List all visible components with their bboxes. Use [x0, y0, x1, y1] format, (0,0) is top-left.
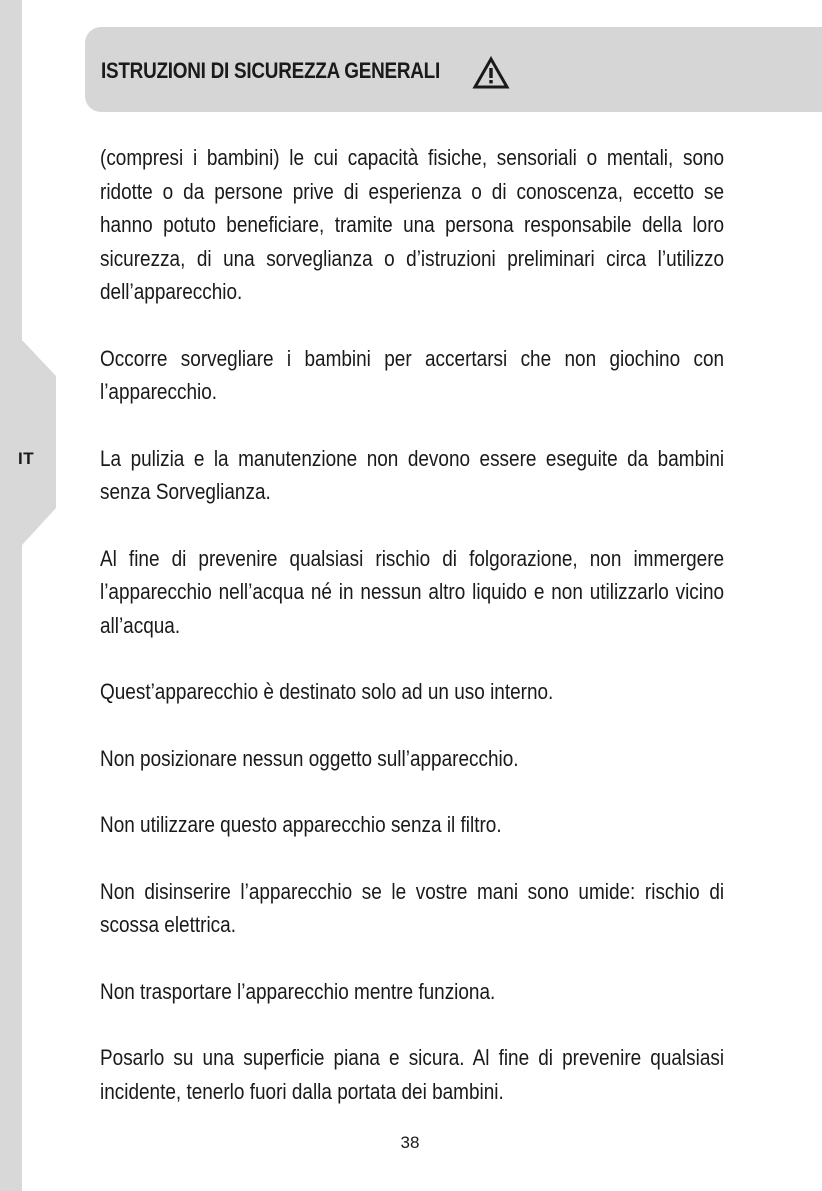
paragraph: Non posizionare nessun oggetto sull’apparecchio.: [100, 745, 519, 771]
paragraph: Occorre sorvegliare i bambini per accertarsi che non giochino con l’apparecchio.: [100, 345, 725, 404]
paragraph: (compresi i bambini) le cui capacità fisiche, sensoriali o mentali, sono ridotte o da persone prive di esperienza o di conoscenza, eccetto se hanno potuto beneficiare, tramite una persona responsabile della loro sicurezza, di una sorveglianza o d’istruzioni preliminari circa l’utilizzo dell’apparecchio.: [100, 145, 725, 304]
paragraph: Non trasportare l’apparecchio mentre funziona.: [100, 978, 496, 1004]
paragraph: Al fine di prevenire qualsiasi rischio di folgorazione, non immergere l’apparecchio nell’acqua né in nessun altro liquido e non utilizzarlo vicino all’acqua.: [100, 545, 725, 638]
page-title: ISTRUZIONI DI SICUREZZA GENERALI: [101, 58, 440, 83]
language-tab: [0, 0, 60, 1191]
paragraph: Non disinserire l’apparecchio se le vostre mani sono umide: rischio di scossa elettrica.: [100, 878, 725, 937]
paragraph: Posarlo su una superficie piana e sicura. Al fine di prevenire qualsiasi incidente, tenerlo fuori dalla portata dei bambini.: [100, 1045, 725, 1104]
paragraph: La pulizia e la manutenzione non devono essere eseguite da bambini senza Sorveglianza.: [100, 445, 725, 504]
page-number: [0, 1133, 822, 1153]
page-number-text: 38: [400, 1133, 420, 1152]
language-code: IT: [18, 449, 35, 468]
warning-triangle-icon: [472, 56, 510, 90]
instructions-body: [100, 141, 724, 1141]
paragraph: Quest’apparecchio è destinato solo ad un uso interno.: [100, 679, 554, 704]
paragraph: Non utilizzare questo apparecchio senza il filtro.: [100, 812, 502, 837]
